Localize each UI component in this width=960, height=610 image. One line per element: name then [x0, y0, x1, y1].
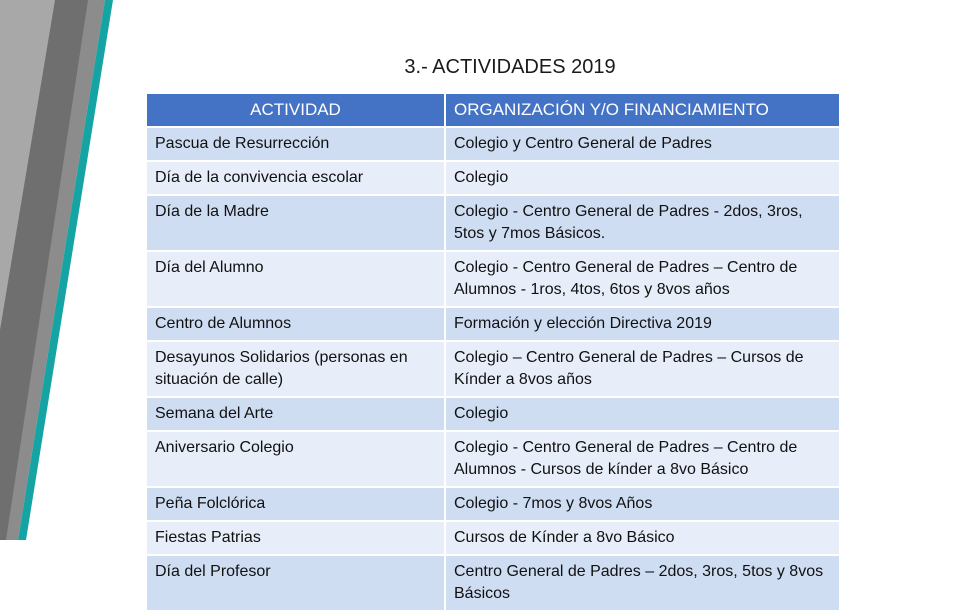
cell-actividad: Día de la Madre [147, 195, 445, 251]
table-row [147, 341, 839, 397]
cell-actividad: Pascua de Resurrección [147, 127, 445, 161]
table-row [147, 431, 839, 487]
cell-actividad: Desayunos Solidarios (personas en situación de calle) [147, 341, 445, 397]
table-header-row [147, 94, 839, 127]
cell-organizacion: Centro General de Padres – 2dos, 3ros, 5tos y 8vos Básicos [445, 555, 839, 610]
cell-organizacion: Cursos de Kínder a 8vo Básico [445, 521, 839, 555]
cell-organizacion: Colegio - 7mos y 8vos Años [445, 487, 839, 521]
activities-table [147, 94, 839, 610]
table-row [147, 555, 839, 610]
header-organizacion: ORGANIZACIÓN Y/O FINANCIAMIENTO [445, 94, 839, 127]
table-row [147, 487, 839, 521]
table-row [147, 307, 839, 341]
cell-organizacion: Colegio - Centro General de Padres – Centro de Alumnos - 1ros, 4tos, 6tos y 8vos años [445, 251, 839, 307]
table-row [147, 161, 839, 195]
table-row [147, 251, 839, 307]
cell-organizacion: Colegio y Centro General de Padres [445, 127, 839, 161]
table-row [147, 195, 839, 251]
cell-organizacion: Formación y elección Directiva 2019 [445, 307, 839, 341]
cell-actividad: Día de la convivencia escolar [147, 161, 445, 195]
cell-actividad: Peña Folclórica [147, 487, 445, 521]
cell-organizacion: Colegio - Centro General de Padres – Centro de Alumnos - Cursos de kínder a 8vo Básico [445, 431, 839, 487]
cell-organizacion: Colegio – Centro General de Padres – Cursos de Kínder a 8vos años [445, 341, 839, 397]
cell-actividad: Día del Profesor [147, 555, 445, 610]
cell-actividad: Fiestas Patrias [147, 521, 445, 555]
cell-organizacion: Colegio [445, 397, 839, 431]
table-row [147, 127, 839, 161]
table-row [147, 521, 839, 555]
cell-actividad: Aniversario Colegio [147, 431, 445, 487]
cell-actividad: Semana del Arte [147, 397, 445, 431]
cell-actividad: Día del Alumno [147, 251, 445, 307]
cell-actividad: Centro de Alumnos [147, 307, 445, 341]
cell-organizacion: Colegio - Centro General de Padres - 2dos, 3ros, 5tos y 7mos Básicos. [445, 195, 839, 251]
header-actividad: ACTIVIDAD [147, 94, 445, 127]
page-title: 3.- ACTIVIDADES 2019 [404, 56, 616, 78]
slide-decoration [0, 0, 140, 540]
table-row [147, 397, 839, 431]
cell-organizacion: Colegio [445, 161, 839, 195]
